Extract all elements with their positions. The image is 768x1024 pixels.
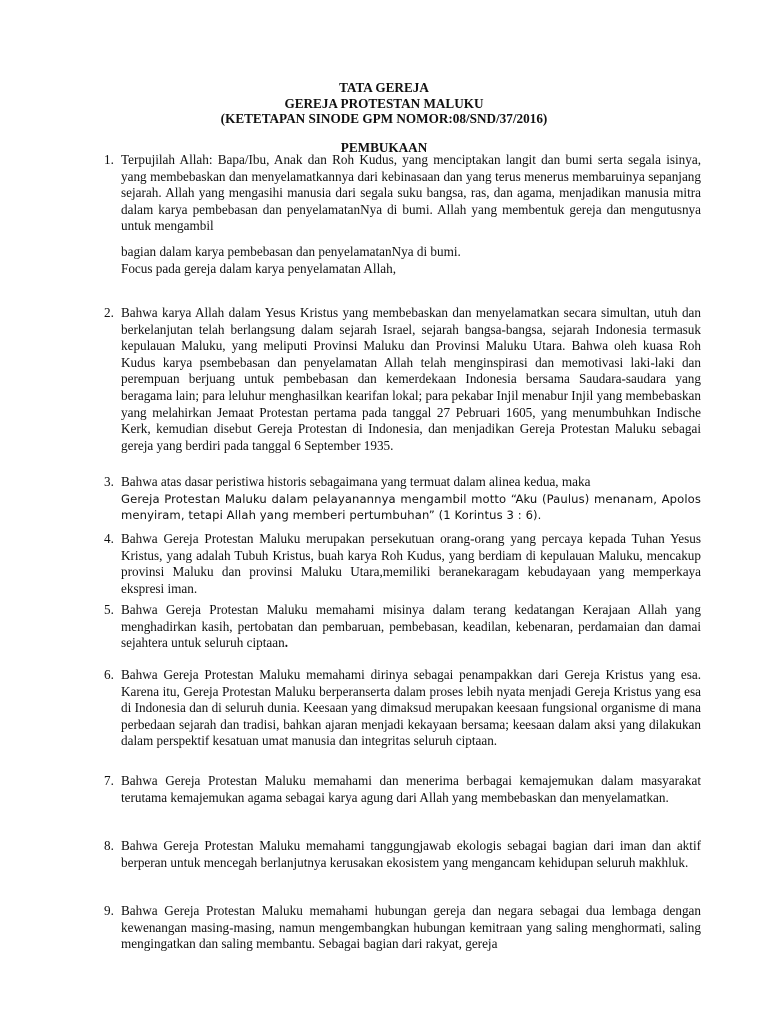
decree-reference: (KETETAPAN SINODE GPM NOMOR:08/SND/37/2016): [220, 111, 548, 126]
item-text: Bahwa Gereja Protestan Maluku memahami dirinya sebagai penampakkan dari Gereja Kristus yang esa. Karena itu, Gereja Protestan Maluku berperanserta dalam proses lebih nyata menjadi Gereja Kristus yang esa di Indonesia dan di seluruh dunia. Keesaan yang dimaksud merupakan keesaan fungsional organisme di mana perbedaan sejarah dan tradisi, bahkan ajaran menjadi kekayaan bersama; keesaan dalam aksi yang dilakukan dalam perspektif kesatuan umat manusia dan integritas seluruh ciptaan.: [121, 667, 701, 749]
list-item: [104, 602, 701, 652]
item-text: Bahwa atas dasar peristiwa historis sebagaimana yang termuat dalam alinea kedua, maka: [121, 474, 591, 489]
item-number: 5.: [104, 602, 114, 617]
church-name: GEREJA PROTESTAN MALUKU: [284, 96, 484, 111]
list-item: [104, 773, 701, 806]
item-text: Bahwa Gereja Protestan Maluku memahami tanggungjawab ekologis sebagai bagian dari iman dan aktif berperan untuk mencegah berlanjutnya kerusakan ekosistem yang mengancam kehidupan seluruh makhluk.: [121, 838, 701, 870]
item-text-motto: Gereja Protestan Maluku dalam pelayanannya mengambil motto “Aku (Paulus) menanam, Apolos menyiram, tetapi Allah yang memberi pertumbuhan” (1 Korintus 3 : 6).: [121, 491, 701, 523]
item-number: 4.: [104, 531, 114, 546]
item-number: 7.: [104, 773, 114, 788]
item-number: 9.: [104, 903, 114, 918]
list-item: [104, 903, 701, 953]
item-text: Bahwa Gereja Protestan Maluku merupakan persekutuan orang-orang yang percaya kepada Tuhan Yesus Kristus, yang adalah Tubuh Kristus, buah karya Roh Kudus, yang berdiam di kepulauan Maluku, mencakup provinsi Maluku dan provinsi Maluku Utara,memiliki beranekaragam kebudayaan yang memperkaya ekspresi iman.: [121, 531, 701, 596]
item-text: Bahwa karya Allah dalam Yesus Kristus yang membebaskan dan menyelamatkan secara simultan, utuh dan berkelanjutan telah berlangsung dalam sejarah Israel, sejarah bangsa-bangsa, sejarah Indonesia termasuk kepulauan Maluku, yang meliputi Provinsi Maluku dan Provinsi Maluku Utara. Bahwa oleh kuasa Roh Kudus karya psembebasan dan penyelamatan Allah telah menginspirasi dan memotivasi laki-laki dan perempuan berjuang untuk pembebasan dan kemerdekaan Indonesia bersama Saudara-saudara yang beragama lain; para leluhur menghasilkan kearifan lokal; para pekabar Injil menabur Injil yang membebaskan yang melahirkan Jemaat Protestan pertama pada tanggal 27 Pebruari 1605, yang menumbuhkan Indische Kerk, kemudian disebut Gereja Protestan di Indonesia, dan menjadikan Gereja Protestan Maluku sebagai gereja yang berdiri pada tanggal 6 September 1935.: [121, 305, 701, 453]
item-number: 6.: [104, 667, 114, 682]
item-number: 1.: [104, 152, 114, 167]
item-number: 2.: [104, 305, 114, 320]
item-text-wrapper: [121, 602, 701, 652]
list-item: [104, 474, 701, 524]
item-text: Bahwa Gereja Protestan Maluku memahami hubungan gereja dan negara sebagai dua lembaga dengan kewenangan masing-masing, namun mengembangkan hubungan kemitraan yang saling menghormati, saling mengingatkan dan saling membantu. Sebagai bagian dari rakyat, gereja: [121, 903, 701, 952]
item-number: 3.: [104, 474, 114, 489]
item-continuation: Focus pada gereja dalam karya penyelamatan Allah,: [121, 260, 396, 276]
list-item: [104, 838, 701, 871]
item-end-period: .: [284, 635, 288, 651]
item-number: 8.: [104, 838, 114, 853]
item-continuation: bagian dalam karya pembebasan dan penyelamatanNya di bumi.: [121, 243, 461, 259]
section-heading: PEMBUKAAN: [340, 140, 428, 155]
item-text: Bahwa Gereja Protestan Maluku memahami dan menerima berbagai kemajemukan dalam masyarakat terutama kemajemukan agama sebagai karya agung dari Allah yang membebaskan dan menyelamatkan.: [121, 773, 701, 805]
list-item: [104, 667, 701, 750]
item-text: Bahwa Gereja Protestan Maluku memahami misinya dalam terang kedatangan Kerajaan Allah yang menghadirkan kasih, pertobatan dan pembaruan, pembebasan, keadilan, kebenaran, perdamaian dan damai sejahtera untuk seluruh ciptaan: [121, 602, 701, 651]
item-text: Terpujilah Allah: Bapa/Ibu, Anak dan Roh Kudus, yang menciptakan langit dan bumi serta segala isinya, yang membebaskan dan menyelamatkannya dari kebinasaan dan yang terus menerus membaruinya sepanjang sejarah. Allah yang mengasihi manusia dari segala suku bangsa, ras, dan agama, menjadikan manusia mitra dalam karya pembebasan dan penyelamatanNya di bumi. Allah yang membentuk gereja dan mengutusnya untuk mengambil: [121, 152, 701, 234]
list-item: [104, 152, 701, 277]
list-item: [104, 531, 701, 597]
list-item: [104, 305, 701, 454]
document-title: TATA GEREJA: [339, 80, 429, 95]
